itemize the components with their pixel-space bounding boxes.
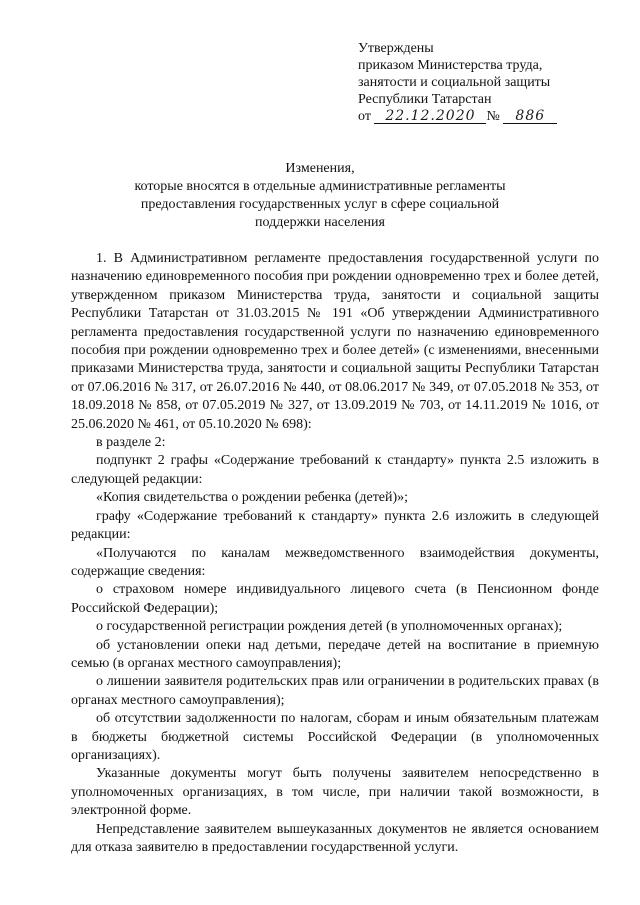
title-line-4: поддержки населения bbox=[255, 215, 385, 230]
approval-block bbox=[358, 40, 618, 125]
handwritten-date: 22.12.2020 bbox=[374, 109, 486, 124]
paragraph-9: об установлении опеки над детьми, передаче детей на воспитание в приемную семью (в органах местного самоуправления); bbox=[71, 637, 599, 671]
approval-line-ministry: занятости и социальной защиты bbox=[358, 75, 551, 90]
paragraph-6: «Получаются по каналам межведомственного взаимодействия документы, содержащие сведения: bbox=[71, 545, 599, 579]
paragraph-13: Непредставление заявителем вышеуказанных документов не является основанием для отказа заявителю в предоставлении государственной услуги. bbox=[71, 821, 599, 855]
paragraph-5: графу «Содержание требований к стандарту» пункта 2.6 изложить в следующей редакции: bbox=[71, 508, 599, 543]
approval-line-republic: Республики Татарстан bbox=[358, 92, 492, 107]
approval-line-order: приказом Министерства труда, bbox=[358, 58, 543, 73]
paragraph-12: Указанные документы могут быть получены заявителем непосредственно в уполномоченных организациях, в том числе, при наличии такой возможности, в электронной форме. bbox=[71, 766, 599, 819]
approval-line-approved: Утверждены bbox=[358, 41, 434, 56]
approval-date-line bbox=[358, 108, 618, 125]
title-line-1: Изменения, bbox=[285, 161, 355, 176]
paragraph-4: «Копия свидетельства о рождении ребенка (детей)»; bbox=[96, 490, 409, 506]
title-line-3: предоставления государственных услуг в сфере социальной bbox=[140, 197, 500, 212]
paragraph-3: подпункт 2 графы «Содержание требований к стандарту» пункта 2.5 изложить в следующей редакции: bbox=[71, 453, 599, 487]
paragraph-1: 1. В Административном регламенте предоставления государственной услуги по назначению единовременного пособия при рождении одновременно трех и более детей, утвержденном приказом Министерства труда, занятости и социальной защиты Республики Татарстан от 31.03.2015 № 191 «Об утверждении Административного регламента предоставления государственной услуги по назначению единовременного пособия при рождении одновременно трех и более детей» (с изменениями, внесенными приказами Министерства труда, занятости и социальной защиты Республики Татарстан от 07.06.2016 № 317, от 26.07.2016 № 440, от 08.06.2017 № 349, от 07.05.2018 № 353, от 18.09.2018 № 858, от 07.05.2019 № 327, от 13.09.2019 № 703, от 14.11.2019 № 1016, от 25.06.2020 № 461, от 05.10.2020 № 698): bbox=[71, 251, 599, 432]
number-prefix: № bbox=[486, 109, 500, 124]
paragraph-8: о государственной регистрации рождения детей (в уполномоченных органах); bbox=[96, 619, 563, 635]
paragraph-7: о страховом номере индивидуального лицевого счета (в Пенсионном фонде Российской Федерации); bbox=[71, 582, 599, 616]
document-title bbox=[0, 160, 640, 232]
handwritten-number: 886 bbox=[503, 109, 557, 124]
date-prefix: от bbox=[358, 109, 371, 124]
paragraph-2: в разделе 2: bbox=[96, 435, 166, 451]
title-line-2: которые вносятся в отдельные административные регламенты bbox=[134, 179, 506, 194]
document-body bbox=[71, 250, 599, 857]
paragraph-11: об отсутствии задолженности по налогам, сборам и иным обязательным платежам в бюджеты бюджетной системы Российской Федерации (в уполномоченных организациях). bbox=[71, 711, 599, 763]
paragraph-10: о лишении заявителя родительских прав или ограничении в родительских правах (в органах местного самоуправления); bbox=[71, 674, 599, 708]
